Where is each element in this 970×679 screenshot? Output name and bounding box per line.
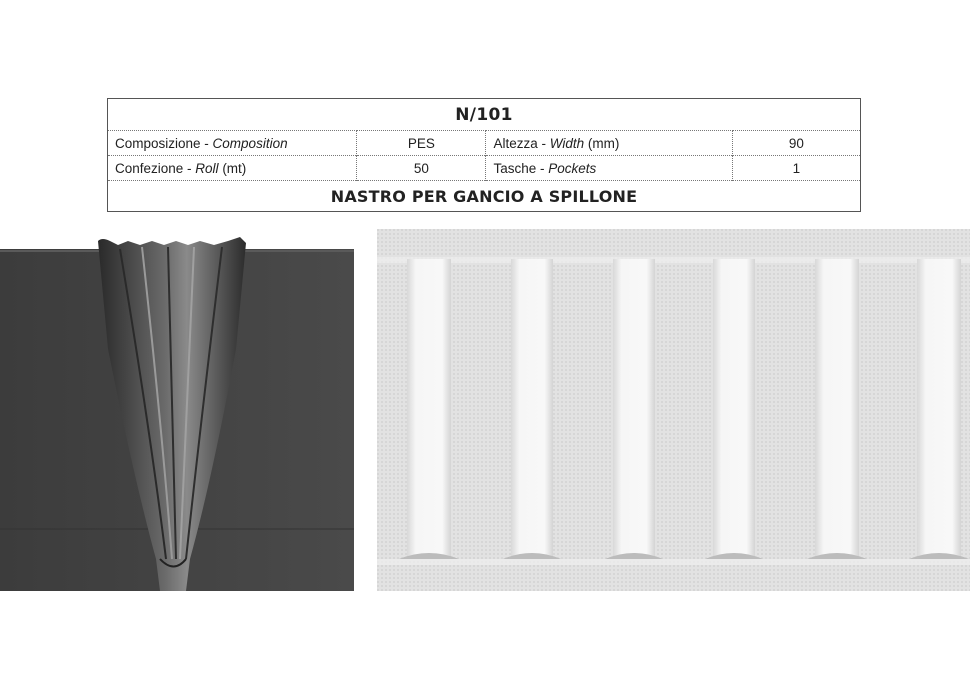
roll-label: Confezione - Roll (mt) [108,156,357,181]
product-code: N/101 [455,104,513,125]
pockets-label: Tasche - Pockets [486,156,732,181]
pleated-curtain-photo [0,229,354,591]
width-value: 90 [732,131,860,156]
roll-value: 50 [357,156,486,181]
heading-tape-photo [377,229,970,591]
composition-value: PES [357,131,486,156]
pockets-value: 1 [732,156,860,181]
width-label: Altezza - Width (mm) [486,131,732,156]
composition-label: Composizione - Composition [108,131,357,156]
spec-table [107,98,861,212]
product-description: NASTRO PER GANCIO A SPILLONE [108,181,861,212]
